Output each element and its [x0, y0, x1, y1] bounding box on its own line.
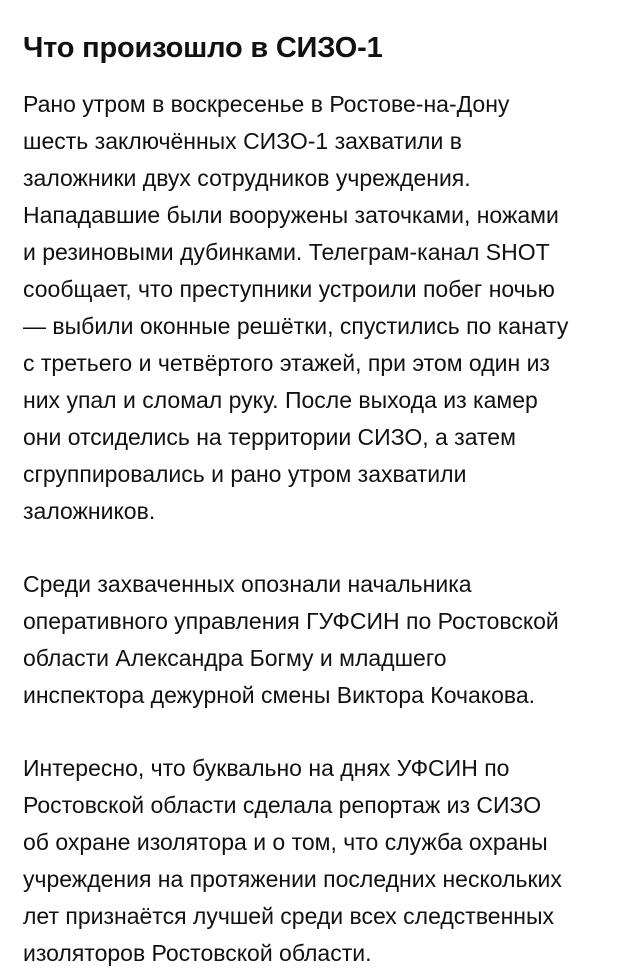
- paragraph-line: оперативного управления ГУФСИН по Ростовской: [23, 608, 559, 634]
- article: [23, 30, 623, 972]
- paragraph-2: [23, 566, 623, 714]
- paragraph-3: [23, 750, 623, 972]
- paragraph-line: изоляторов Ростовской области.: [23, 940, 372, 966]
- paragraph-line: заложников.: [23, 498, 156, 524]
- paragraph-1: [23, 86, 623, 530]
- paragraph-line: заложники двух сотрудников учреждения.: [23, 165, 471, 191]
- paragraph-line: с третьего и четвёртого этажей, при этом один из: [23, 350, 550, 376]
- paragraph-line: Среди захваченных опознали начальника: [23, 571, 472, 597]
- paragraph-line: инспектора дежурной смены Виктора Кочакова.: [23, 682, 536, 708]
- paragraph-line: лет признаётся лучшей среди всех следственных: [23, 903, 555, 929]
- paragraph-line: шесть заключённых СИЗО-1 захватили в: [23, 128, 462, 154]
- paragraph-line: области Александра Богму и младшего: [23, 645, 447, 671]
- paragraph-line: Ростовской области сделала репортаж из СИЗО: [23, 792, 542, 818]
- article-title: Что произошло в СИЗО-1: [23, 32, 383, 64]
- paragraph-line: Интересно, что буквально на днях УФСИН по: [23, 755, 510, 781]
- paragraph-line: об охране изолятора и о том, что служба охраны: [23, 829, 548, 855]
- paragraph-line: учреждения на протяжении последних нескольких: [23, 866, 562, 892]
- paragraph-line: Нападавшие были вооружены заточками, ножами: [23, 202, 559, 228]
- paragraph-line: — выбили оконные решётки, спустились по канату: [23, 313, 569, 339]
- paragraph-line: сообщает, что преступники устроили побег ночью: [23, 276, 555, 302]
- paragraph-line: и резиновыми дубинками. Телеграм-канал SHOT: [23, 239, 550, 265]
- paragraph-line: них упал и сломал руку. После выхода из камер: [23, 387, 538, 413]
- paragraph-line: сгруппировались и рано утром захватили: [23, 461, 467, 487]
- paragraph-line: Рано утром в воскресенье в Ростове-на-Дону: [23, 91, 510, 117]
- paragraph-line: они отсиделись на территории СИЗО, а затем: [23, 424, 516, 450]
